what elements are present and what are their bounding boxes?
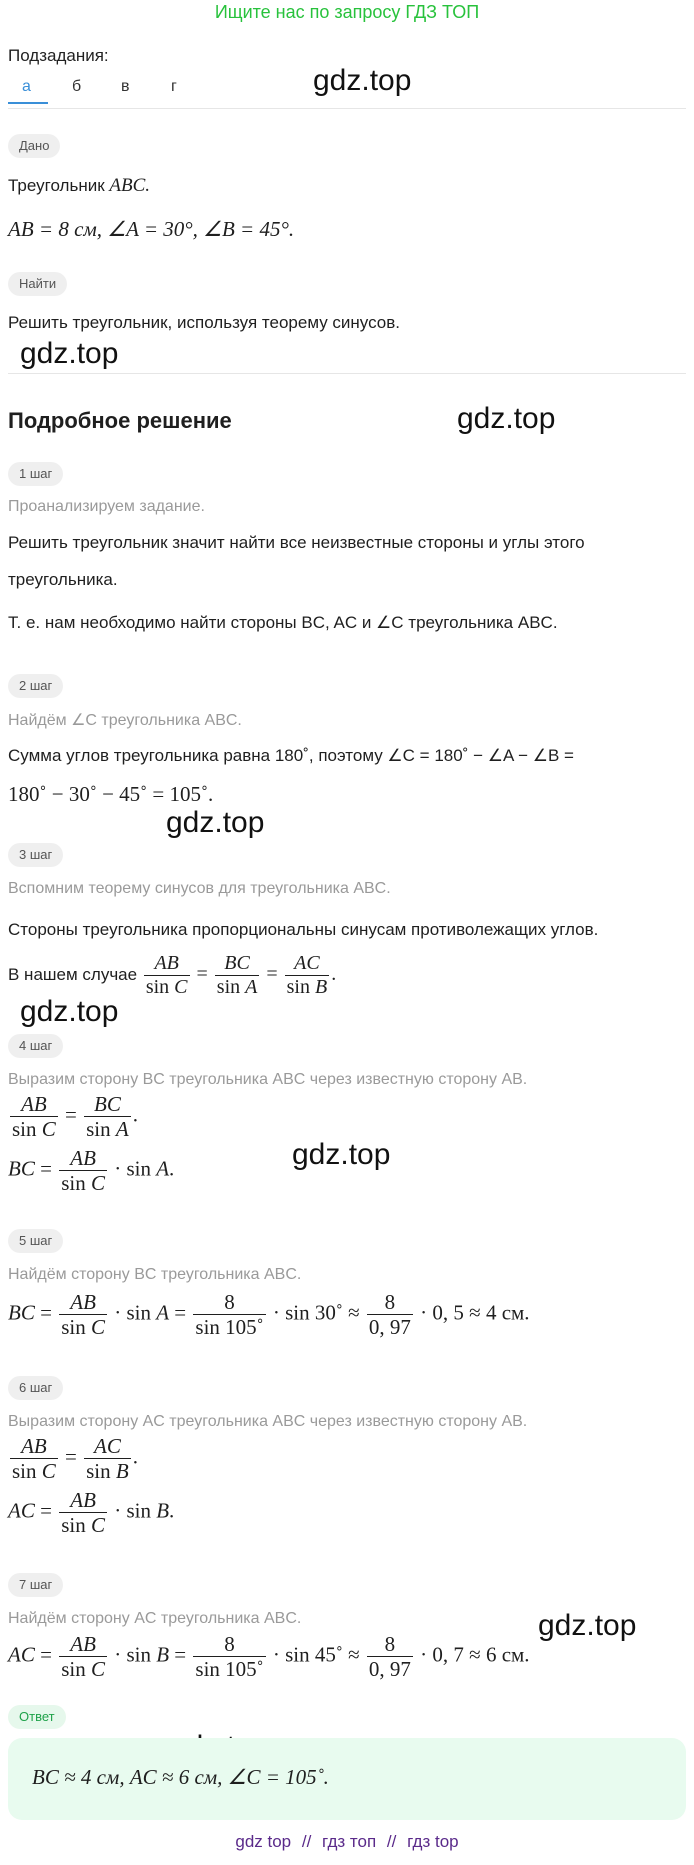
watermark: gdz.top — [166, 806, 265, 839]
footer-separator: // — [301, 1832, 312, 1851]
search-banner: Ищите нас по запросу ГДЗ ТОП — [214, 2, 480, 22]
step-4-formula-2: BC = $\frac{AB}{\text{sin C}}$ · sin A. — [8, 1146, 175, 1196]
given-line-math: ABC. — [109, 175, 151, 196]
step-5-formula: BC = $\frac{AB}{\text{sin C}}$ · sin A = $\frac{8}{\sin 105˚}$ · sin 30˚ ≈ $\frac{8}{0, 97}$ · 0, 5 ≈ 4 см. — [8, 1290, 530, 1340]
footer-link-2[interactable]: гдз топ — [322, 1832, 377, 1851]
given-chip: Дано — [8, 134, 60, 158]
step-1-p2: треугольника. — [8, 570, 118, 589]
step-5-result: ≈ 4 см. — [469, 1300, 530, 1325]
footer-link-3[interactable]: гдз top — [407, 1832, 459, 1851]
step-7-chip: 7 шаг — [8, 1573, 63, 1597]
solution-title: Подробное решение — [8, 408, 232, 433]
tab-a[interactable]: а — [22, 78, 31, 95]
step-1-p1: Решить треугольник значит найти все неизвестные стороны и углы этого — [8, 533, 585, 552]
tab-g[interactable]: г — [171, 78, 177, 95]
watermark: gdz.top — [292, 1138, 391, 1171]
step-5-hint: Найдём сторону BC треугольника ABC. — [8, 1266, 302, 1283]
step-4-hint: Выразим сторону BC треугольника ABC через известную сторону AB. — [8, 1071, 528, 1088]
find-chip: Найти — [8, 272, 67, 296]
watermark: gdz.top — [20, 337, 119, 370]
step-3-p1: Стороны треугольника пропорциональны синусам противолежащих углов. — [8, 920, 599, 939]
step-4-chip: 4 шаг — [8, 1034, 63, 1058]
find-text: Решить треугольник, используя теорему синусов. — [8, 313, 401, 332]
subtasks-label: Подзадания: — [8, 46, 109, 65]
step-5-chip: 5 шаг — [8, 1229, 63, 1253]
step-3-p2 — [8, 952, 336, 999]
given-line-text: Треугольник — [8, 176, 105, 195]
tab-b[interactable]: б — [72, 78, 82, 95]
step-7-formula: AC = $\frac{AB}{\text{sin C}}$ · sin B = $\frac{8}{\sin 105˚}$ · sin 45˚ ≈ $\frac{8}{0, 97}$ · 0, 7 ≈ 6 см. — [8, 1632, 530, 1682]
active-tab-indicator — [8, 102, 48, 104]
sine-law-formula: $\frac{AB}{\text{sin C}}$ = $\frac{BC}{\text{sin A}}$ = $\frac{AC}{\text{sin B}}$ . — [145, 952, 337, 998]
step-6-chip: 6 шаг — [8, 1376, 63, 1400]
step-1-p3: Т. е. нам необходимо найти стороны BC, AC и ∠C треугольника ABC. — [8, 613, 558, 632]
watermark: gdz.top — [20, 995, 119, 1028]
step-3-hint: Вспомним теорему синусов для треугольника ABC. — [8, 880, 391, 897]
answer-chip: Ответ — [8, 1705, 66, 1729]
step-1-hint: Проанализируем задание. — [8, 498, 205, 515]
tabs-divider — [8, 108, 686, 109]
given-line — [8, 175, 150, 197]
section-divider — [8, 373, 686, 374]
watermark: gdz.top — [313, 64, 412, 97]
tab-v[interactable]: в — [121, 78, 130, 95]
step-4-formula-1: $\frac{AB}{\text{sin C}}$ = $\frac{BC}{\text{sin A}}$ . — [12, 1092, 138, 1142]
step-2-p1: Сумма углов треугольника равна 180˚, поэтому ∠C = 180˚ − ∠A − ∠B = — [8, 746, 574, 765]
step-7-result: ≈ 6 см. — [469, 1642, 530, 1667]
answer-text: BC ≈ 4 см, AC ≈ 6 см, ∠C = 105˚. — [32, 1765, 329, 1789]
step-1-chip: 1 шаг — [8, 462, 63, 486]
step-6-formula-2: AC = $\frac{AB}{\text{sin C}}$ · sin B. — [8, 1488, 175, 1538]
footer-links — [0, 1832, 694, 1852]
step-2-hint: Найдём ∠C треугольника ABC. — [8, 712, 242, 729]
step-3-prefix: В нашем случае — [8, 965, 138, 985]
step-6-formula-1: $\frac{AB}{\text{sin C}}$ = $\frac{AC}{\text{sin B}}$ . — [12, 1434, 138, 1484]
watermark: gdz.top — [538, 1609, 637, 1642]
footer-separator: // — [386, 1832, 397, 1851]
footer-link-1[interactable]: gdz top — [235, 1832, 292, 1851]
step-6-hint: Выразим сторону AC треугольника ABC через известную сторону AB. — [8, 1413, 528, 1430]
step-7-hint: Найдём сторону AC треугольника ABC. — [8, 1610, 302, 1627]
step-3-chip: 3 шаг — [8, 843, 63, 867]
step-2-p2: 180˚ − 30˚ − 45˚ = 105˚. — [8, 782, 214, 806]
step-2-chip: 2 шаг — [8, 674, 63, 698]
given-formula: AB = 8 см, ∠A = 30°, ∠B = 45°. — [8, 217, 295, 241]
watermark: gdz.top — [457, 402, 556, 435]
